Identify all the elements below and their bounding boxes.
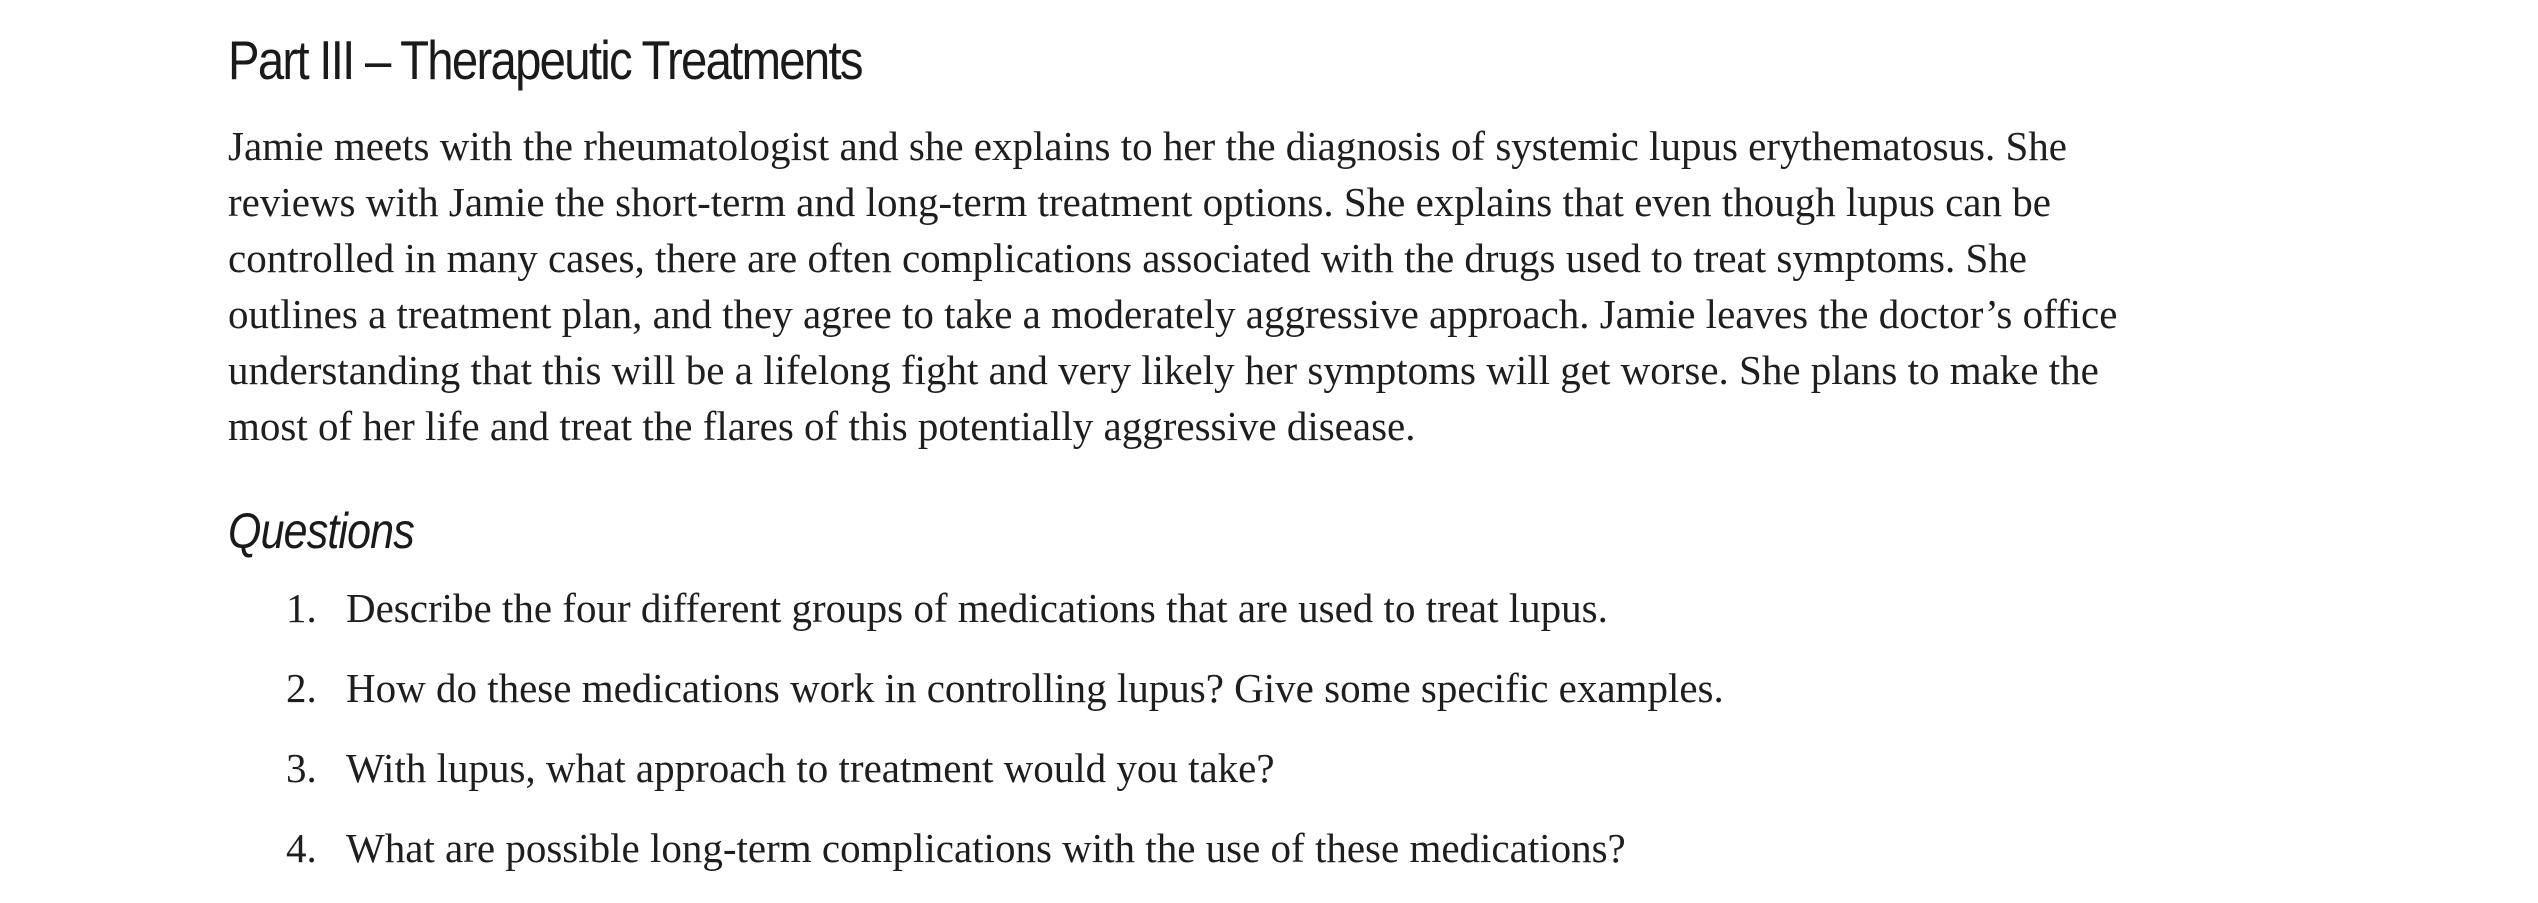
section-heading: Part III – Therapeutic Treatments bbox=[228, 29, 862, 91]
paragraph-line: reviews with Jamie the short-term and long-term treatment options. She explains that even though lupus can be bbox=[228, 179, 2051, 225]
paragraph-line: controlled in many cases, there are often complications associated with the drugs used to treat symptoms. She bbox=[228, 235, 2027, 281]
case-paragraph bbox=[228, 118, 2318, 454]
question-number: 1. bbox=[286, 585, 317, 631]
question-text: With lupus, what approach to treatment would you take? bbox=[346, 745, 1275, 791]
question-item bbox=[0, 740, 2538, 820]
paragraph-line: outlines a treatment plan, and they agree to take a moderately aggressive approach. Jamie leaves the doctor’s office bbox=[228, 291, 2118, 337]
paragraph-line: Jamie meets with the rheumatologist and she explains to her the diagnosis of systemic lupus erythematosus. She bbox=[228, 123, 2067, 169]
question-item bbox=[0, 660, 2538, 740]
paragraph-line: understanding that this will be a lifelong fight and very likely her symptoms will get worse. She plans to make the bbox=[228, 347, 2099, 393]
question-number: 4. bbox=[286, 825, 317, 871]
question-item bbox=[0, 820, 2538, 900]
question-text: Describe the four different groups of medications that are used to treat lupus. bbox=[346, 585, 1608, 631]
paragraph-line: most of her life and treat the flares of this potentially aggressive disease. bbox=[228, 403, 1416, 449]
question-text: How do these medications work in controlling lupus? Give some specific examples. bbox=[346, 665, 1724, 711]
question-number: 3. bbox=[286, 745, 317, 791]
question-number: 2. bbox=[286, 665, 317, 711]
question-item bbox=[0, 580, 2538, 660]
questions-heading: Questions bbox=[228, 503, 414, 559]
questions-list bbox=[0, 580, 2538, 900]
question-text: What are possible long-term complications with the use of these medications? bbox=[346, 825, 1626, 871]
